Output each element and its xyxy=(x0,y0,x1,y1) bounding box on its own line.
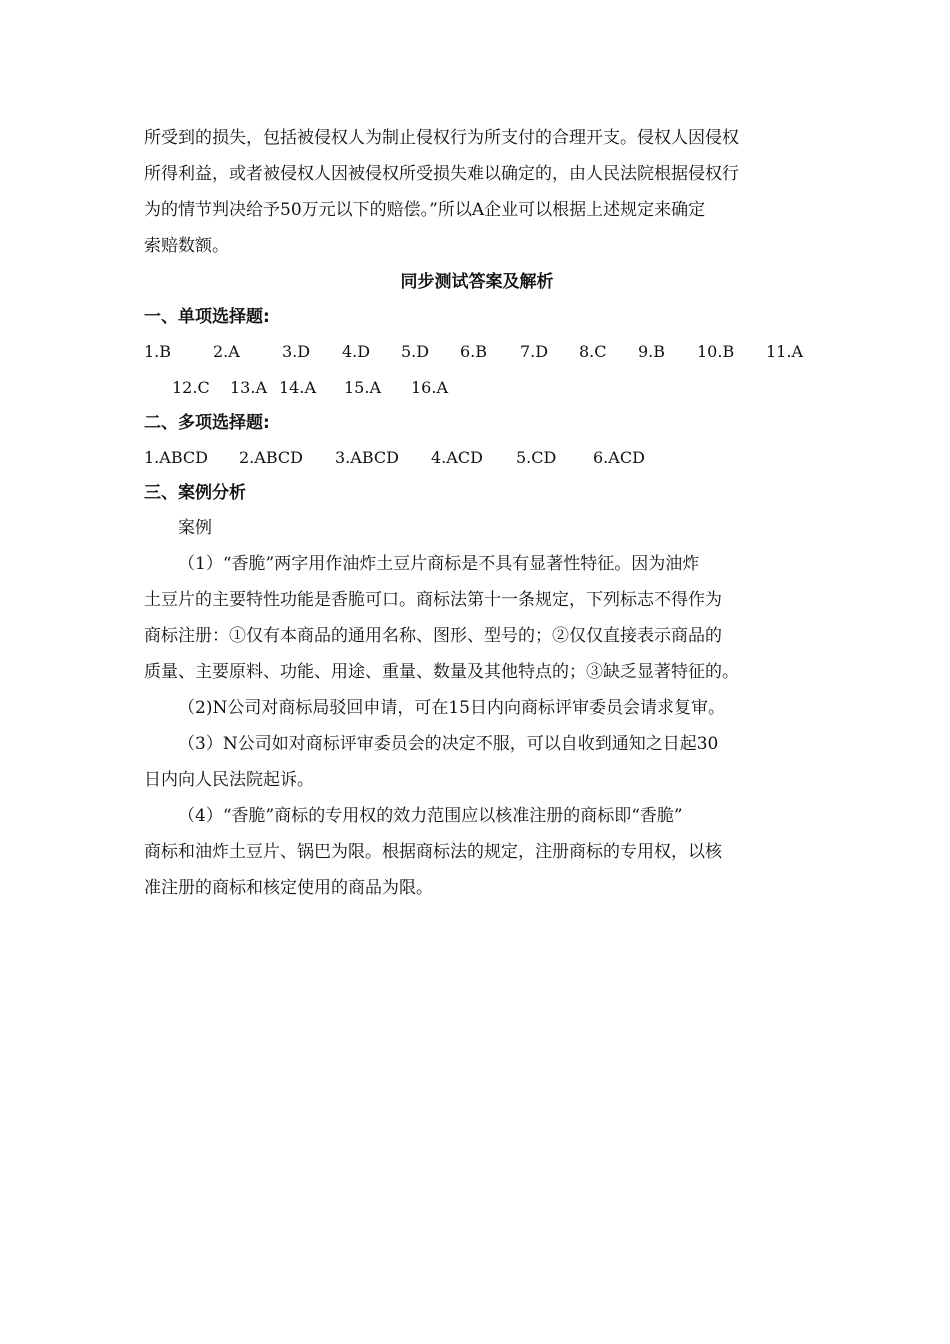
case-line: 商标注册：①仅有本商品的通用名称、图形、型号的；②仅仅直接表示商品的 xyxy=(144,626,722,646)
case-line: 商标和油炸土豆片、锅巴为限。根据商标法的规定，注册商标的专用权，以核 xyxy=(144,842,722,862)
answer-item: 14.A xyxy=(279,378,316,397)
answer-item: 6.ACD xyxy=(593,448,645,467)
answer-item: 3.ABCD xyxy=(335,448,399,467)
answer-item: 12.C xyxy=(172,378,210,397)
answer-item: 10.B xyxy=(697,342,735,361)
case-line: （4）“香脆”商标的专用权的效力范围应以核准注册的商标即“香脆” xyxy=(178,806,683,826)
answer-item: 3.D xyxy=(282,342,311,361)
case-paragraph-2: （2)N公司对商标局驳回申请，可在15日内向商标评审委员会请求复审。 xyxy=(178,698,725,718)
answer-item: 7.D xyxy=(520,342,549,361)
answer-item: 11.A xyxy=(766,342,803,361)
answer-item: 1.B xyxy=(144,342,172,361)
case-paragraph-1 xyxy=(144,546,810,690)
answer-item: 4.ACD xyxy=(431,448,483,467)
intro-paragraph xyxy=(144,120,810,264)
answer-item: 5.CD xyxy=(516,448,557,467)
answer-item: 16.A xyxy=(411,378,448,397)
single-choice-answers-row2 xyxy=(144,370,810,406)
intro-line: 索赔数额。 xyxy=(144,236,229,256)
answer-item: 2.ABCD xyxy=(239,448,303,467)
document-page xyxy=(144,120,810,906)
case-line: （3）N公司如对商标评审委员会的决定不服，可以自收到通知之日起30 xyxy=(178,734,719,754)
section-title: 同步测试答案及解析 xyxy=(400,272,554,292)
multi-choice-answers xyxy=(144,440,810,476)
case-line: 日内向人民法院起诉。 xyxy=(144,770,314,790)
multi-choice-heading: 二、多项选择题: xyxy=(144,413,270,433)
case-label: 案例 xyxy=(178,518,212,538)
answer-item: 13.A xyxy=(230,378,267,397)
case-paragraph-4 xyxy=(144,798,810,906)
intro-line: 所得利益，或者被侵权人因被侵权所受损失难以确定的，由人民法院根据侵权行 xyxy=(144,164,739,184)
answer-item: 4.D xyxy=(342,342,371,361)
single-choice-answers-row1 xyxy=(144,334,810,370)
answer-item: 5.D xyxy=(401,342,430,361)
case-line: （1）“香脆”两字用作油炸土豆片商标是不具有显著性特征。因为油炸 xyxy=(178,554,700,574)
case-analysis-heading: 三、案例分析 xyxy=(144,483,246,503)
answer-item: 6.B xyxy=(460,342,488,361)
answer-item: 9.B xyxy=(638,342,666,361)
answer-item: 15.A xyxy=(344,378,381,397)
case-line: 土豆片的主要特性功能是香脆可口。商标法第十一条规定，下列标志不得作为 xyxy=(144,590,722,610)
case-line: 准注册的商标和核定使用的商品为限。 xyxy=(144,878,433,898)
answer-item: 1.ABCD xyxy=(144,448,208,467)
case-line: 质量、主要原料、功能、用途、重量、数量及其他特点的；③缺乏显著特征的。 xyxy=(144,662,739,682)
intro-line: 所受到的损失，包括被侵权人为制止侵权行为所支付的合理开支。侵权人因侵权 xyxy=(144,128,739,148)
single-choice-heading: 一、单项选择题: xyxy=(144,307,270,327)
intro-line: 为的情节判决给予50万元以下的赔偿。”所以A企业可以根据上述规定来确定 xyxy=(144,200,706,220)
answer-item: 2.A xyxy=(213,342,240,361)
case-paragraph-3 xyxy=(144,726,810,798)
answer-item: 8.C xyxy=(579,342,607,361)
